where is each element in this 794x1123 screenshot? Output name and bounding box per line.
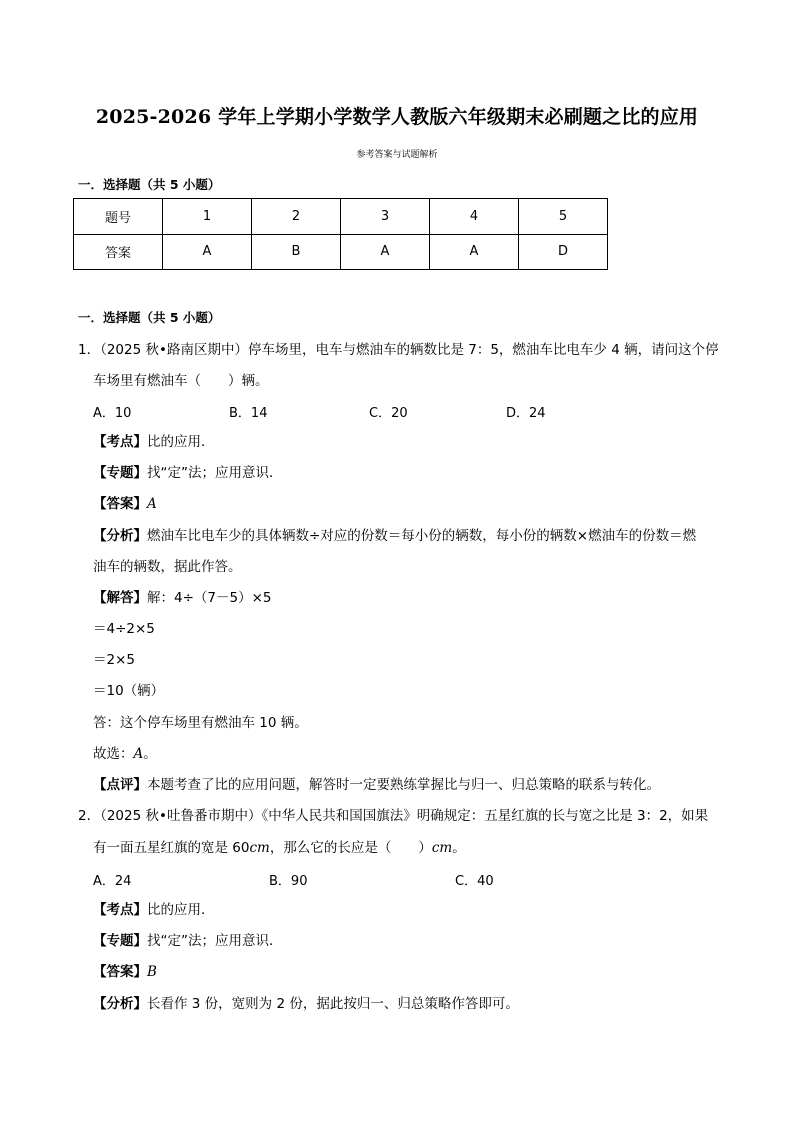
table-cell: A — [163, 234, 252, 270]
q2-kaodian-line — [93, 901, 215, 919]
kaodian-label: 【考点】 — [93, 434, 147, 450]
q1-zhuanti-line — [93, 464, 283, 482]
question-2-stem-line2 — [93, 839, 466, 857]
q1-step-3: ＝10（辆） — [93, 683, 165, 699]
zhuanti-text: 找“定”法；应用意识． — [147, 465, 283, 481]
q1-dianping-line — [93, 776, 660, 794]
choice-value: A — [133, 746, 144, 762]
table-cell: 1 — [163, 199, 252, 235]
fenxi-label: 【分析】 — [93, 996, 147, 1012]
fenxi-label: 【分析】 — [93, 528, 147, 544]
q1-daan-line — [93, 495, 157, 513]
section-heading-details: 一．选择题（共 5 小题） — [78, 310, 221, 325]
choice-suffix: 。 — [143, 746, 157, 762]
page-subtitle: 参考答案与试题解析 — [356, 150, 438, 160]
option-a: A．24 — [93, 874, 132, 889]
unit-cm: cm — [431, 840, 453, 856]
choice-prefix: 故选： — [93, 746, 134, 762]
q1-choice-line — [93, 745, 157, 763]
q2-daan-line — [93, 963, 157, 981]
answer-table — [73, 198, 608, 270]
q2-zhuanti-line — [93, 932, 283, 950]
daan-label: 【答案】 — [93, 496, 147, 512]
question-2-stem-line1: 2．（2025 秋•吐鲁番市期中）《中华人民共和国国旗法》明确规定：五星红旗的长与宽之比是 3：2，如果 — [78, 808, 709, 824]
daan-text: A — [147, 496, 157, 512]
dianping-label: 【点评】 — [93, 777, 147, 793]
q2-stem-end: 。 — [452, 840, 466, 856]
dianping-text: 本题考查了比的应用问题，解答时一定要熟练掌握比与归一、归总策略的联系与转化。 — [147, 777, 660, 793]
table-cell: 5 — [519, 199, 608, 235]
table-header-cell: 答案 — [74, 234, 163, 270]
zhuanti-text: 找“定”法；应用意识． — [147, 933, 283, 949]
fenxi-text: 长看作 3 份，宽则为 2 份，据此按归一、归总策略作答即可。 — [147, 996, 519, 1012]
fenxi-text: 燃油车比电车少的具体辆数÷对应的份数＝每小份的辆数，每小份的辆数×燃油车的份数＝燃 — [147, 528, 697, 544]
option-d: D．24 — [506, 406, 546, 421]
q1-jieda-line — [93, 589, 271, 607]
table-cell: 3 — [341, 199, 430, 235]
table-cell: 4 — [430, 199, 519, 235]
section-heading-summary: 一．选择题（共 5 小题） — [78, 177, 221, 192]
option-c: C．40 — [455, 874, 494, 889]
jieda-text: 解：4÷（7－5）×5 — [147, 590, 272, 606]
question-1-stem-line2: 车场里有燃油车（ ）辆。 — [93, 373, 269, 389]
daan-text: B — [147, 964, 157, 980]
table-cell: B — [252, 234, 341, 270]
zhuanti-label: 【专题】 — [93, 465, 147, 481]
q2-stem-pre: 有一面五星红旗的宽是 60 — [93, 840, 250, 856]
jieda-label: 【解答】 — [93, 590, 147, 606]
table-cell: 2 — [252, 199, 341, 235]
q1-step-2: ＝2×5 — [93, 652, 135, 668]
kaodian-label: 【考点】 — [93, 902, 147, 918]
table-cell: D — [519, 234, 608, 270]
q1-fenxi-line2: 油车的辆数，据此作答。 — [93, 559, 242, 575]
q1-step-1: ＝4÷2×5 — [93, 621, 155, 637]
page-title: 2025-2026 学年上学期小学数学人教版六年级期末必刷题之比的应用 — [95, 106, 699, 128]
zhuanti-label: 【专题】 — [93, 933, 147, 949]
table-cell: A — [341, 234, 430, 270]
unit-cm: cm — [249, 840, 270, 856]
question-1-stem-line1: 1．（2025 秋•路南区期中）停车场里，电车与燃油车的辆数比是 7：5，燃油车比电车少 4 辆，请问这个停 — [78, 342, 719, 358]
daan-label: 【答案】 — [93, 964, 147, 980]
kaodian-text: 比的应用． — [147, 902, 215, 918]
q2-fenxi-line — [93, 995, 519, 1013]
q1-fenxi-line1 — [93, 527, 696, 545]
option-a: A．10 — [93, 406, 132, 421]
q2-stem-mid: ，那么它的长应是（ ） — [269, 840, 432, 856]
option-b: B．14 — [229, 406, 268, 421]
option-b: B．90 — [269, 874, 308, 889]
q1-answer-line: 答：这个停车场里有燃油车 10 辆。 — [93, 715, 308, 731]
table-header-cell: 题号 — [74, 199, 163, 235]
option-c: C．20 — [369, 406, 408, 421]
table-row — [74, 199, 608, 235]
table-cell: A — [430, 234, 519, 270]
q1-kaodian-line — [93, 433, 215, 451]
table-row — [74, 234, 608, 270]
kaodian-text: 比的应用． — [147, 434, 215, 450]
